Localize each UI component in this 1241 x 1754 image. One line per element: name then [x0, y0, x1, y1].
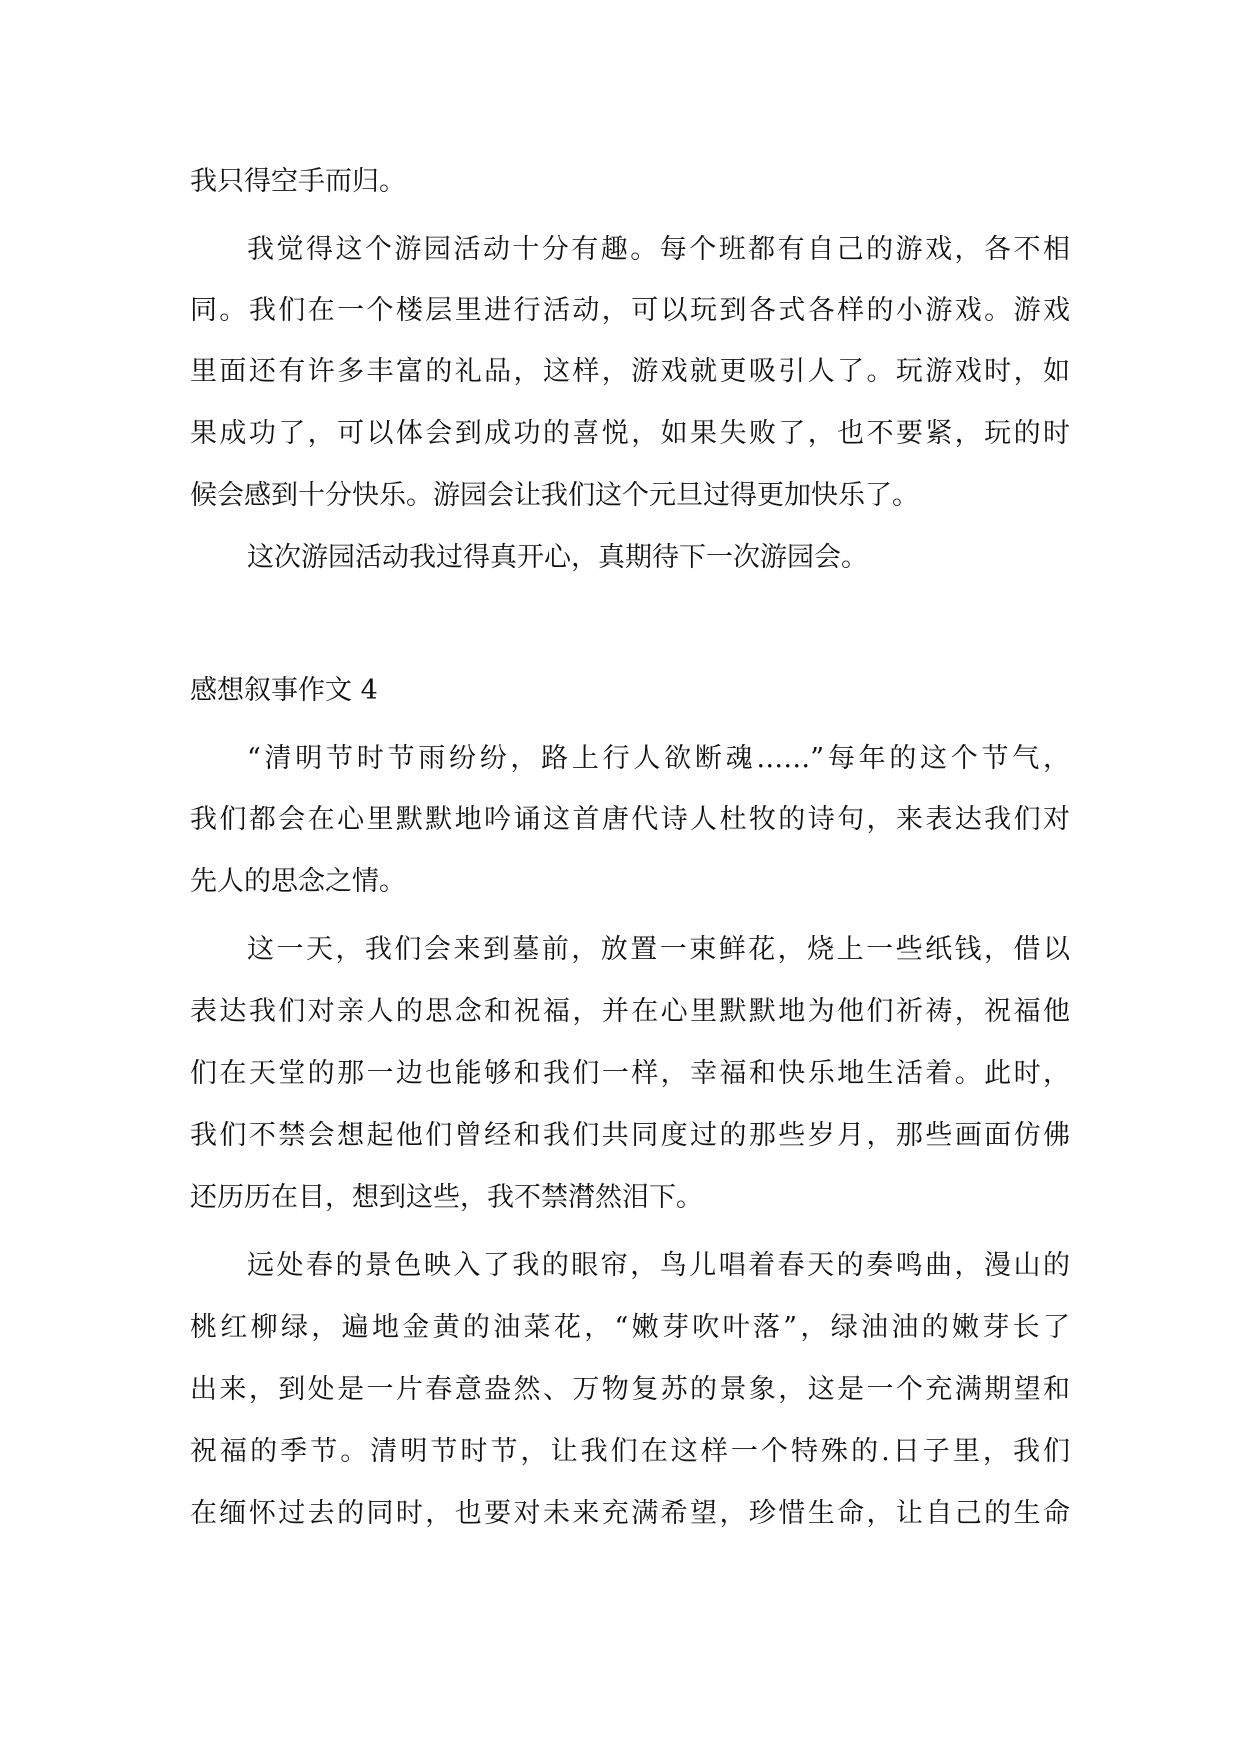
- paragraph-line: 这一天，我们会来到墓前，放置一束鲜花，烧上一些纸钱，借以: [247, 934, 1070, 965]
- paragraph-line: 果成功了，可以体会到成功的喜悦，如果失败了，也不要紧，玩的时: [190, 418, 1070, 449]
- paragraph-line: 在缅怀过去的同时，也要对未来充满希望，珍惜生命，让自己的生命: [190, 1498, 1070, 1529]
- paragraph-line: 先人的思念之情。: [190, 866, 406, 897]
- paragraph-line: 祝福的季节。清明节时节，让我们在这样一个特殊的.日子里，我们: [190, 1436, 1070, 1467]
- paragraph-line: 里面还有许多丰富的礼品，这样，游戏就更吸引人了。玩游戏时，如: [190, 356, 1070, 387]
- paragraph-line: 我们不禁会想起他们曾经和我们共同度过的那些岁月，那些画面仿佛: [190, 1120, 1070, 1151]
- paragraph-line: 我们都会在心里默默地吟诵这首唐代诗人杜牧的诗句，来表达我们对: [190, 804, 1070, 835]
- paragraph-line: 还历历在目，想到这些，我不禁潸然泪下。: [190, 1182, 703, 1213]
- paragraph-line: 远处春的景色映入了我的眼帘，鸟儿唱着春天的奏鸣曲，漫山的: [247, 1250, 1070, 1281]
- paragraph-line: 们在天堂的那一边也能够和我们一样，幸福和快乐地生活着。此时，: [190, 1058, 1070, 1089]
- paragraph-line: 同。我们在一个楼层里进行活动，可以玩到各式各样的小游戏。游戏: [190, 295, 1070, 326]
- paragraph-line: 这次游园活动我过得真开心，真期待下一次游园会。: [247, 542, 868, 573]
- paragraph-line: 候会感到十分快乐。游园会让我们这个元旦过得更加快乐了。: [190, 480, 919, 511]
- paragraph-line: 出来，到处是一片春意盎然、万物复苏的景象，这是一个充满期望和: [190, 1374, 1070, 1405]
- paragraph-line: 表达我们对亲人的思念和祝福，并在心里默默地为他们祈祷，祝福他: [190, 996, 1070, 1027]
- paragraph-line: “清明节时节雨纷纷，路上行人欲断魂……”每年的这个节气，: [247, 743, 1070, 774]
- section-heading: 感想叙事作文 4: [190, 675, 378, 706]
- paragraph-line: 桃红柳绿，遍地金黄的油菜花，“嫩芽吹叶落”，绿油油的嫩芽长了: [190, 1312, 1070, 1343]
- paragraph-line: 我觉得这个游园活动十分有趣。每个班都有自己的游戏，各不相: [247, 234, 1070, 265]
- paragraph-line: 我只得空手而归。: [190, 166, 406, 197]
